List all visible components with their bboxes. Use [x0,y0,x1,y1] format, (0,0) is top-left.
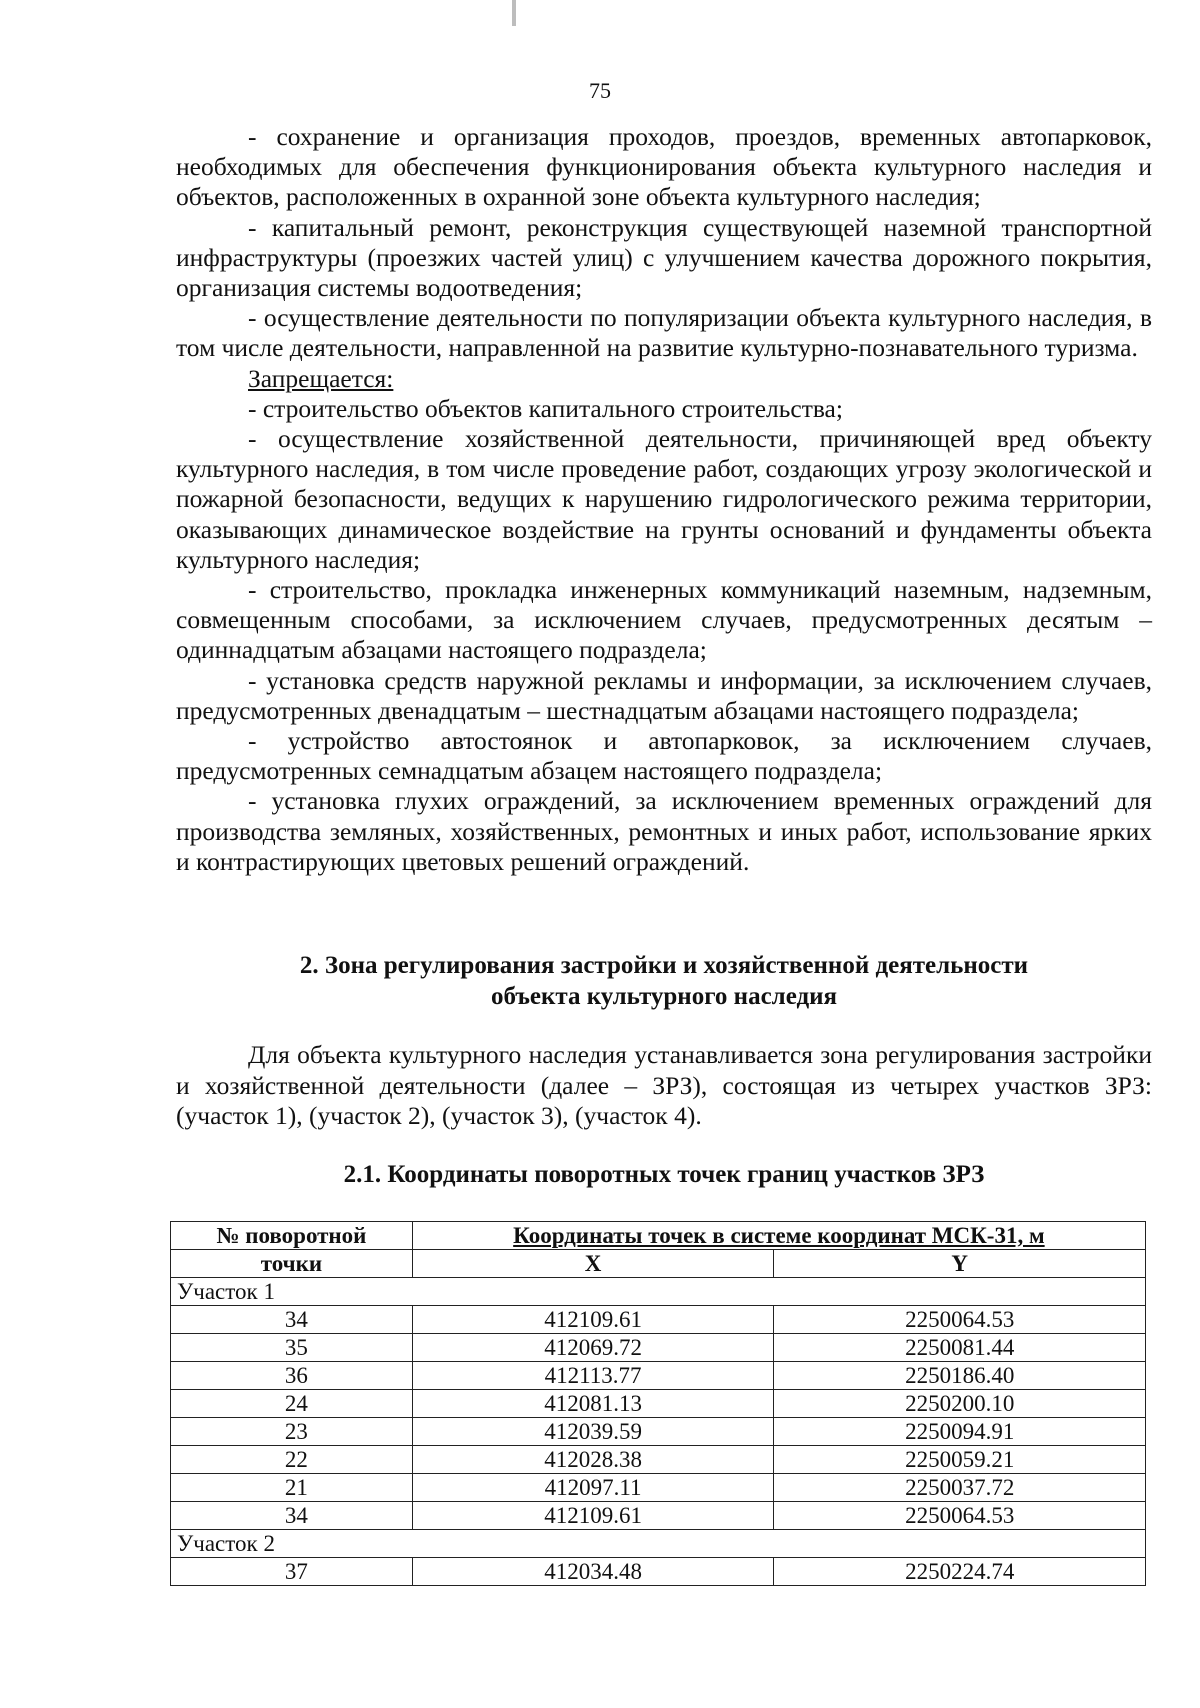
paragraph: - установка глухих ограждений, за исключением временных ограждений для производства земляных, хозяйственных, ремонтных и иных работ, использование ярких и контрастирующих цветовых решений ограждений. [176,786,1152,876]
y-cell: 2250064.53 [774,1502,1146,1530]
col-point-header: № поворотной [171,1222,413,1250]
point-cell: 23 [171,1418,413,1446]
section-label: Участок 1 [171,1278,1146,1306]
section-heading [176,950,1152,1012]
x-cell: 412097.11 [412,1474,774,1502]
point-cell: 35 [171,1334,413,1362]
prohibited-label [176,364,1152,394]
table-row [171,1390,1146,1418]
col-point-header-2: точки [171,1250,413,1278]
section-intro [176,1040,1152,1132]
paragraph: - осуществление хозяйственной деятельности, причиняющей вред объекту культурного наследия, в том числе проведение работ, создающих угрозу экологической и пожарной безопасности, ведущих к нарушению гидрологического режима территории, оказывающих динамическое воздействие на грунты оснований и фундаменты объекта культурного наследия; [176,424,1152,574]
section-heading-line2: объекта культурного наследия [490,983,838,1010]
col-x-header: X [412,1250,774,1278]
scan-artifact [512,0,516,26]
table-row [171,1474,1146,1502]
section-row [171,1530,1146,1558]
paragraph: - строительство объектов капитального строительства; [248,393,843,423]
y-cell: 2250224.74 [774,1558,1146,1586]
table-row [171,1306,1146,1334]
y-cell: 2250059.21 [774,1446,1146,1474]
col-y-header: Y [774,1250,1146,1278]
y-cell: 2250037.72 [774,1474,1146,1502]
x-cell: 412081.13 [412,1390,774,1418]
point-cell: 24 [171,1390,413,1418]
x-cell: 412039.59 [412,1418,774,1446]
point-cell: 37 [171,1558,413,1586]
paragraph: - капитальный ремонт, реконструкция существующей наземной транспортной инфраструктуры (проезжих частей улиц) с улучшением качества дорожного покрытия, организация системы водоотведения; [176,212,1152,303]
point-cell: 22 [171,1446,413,1474]
table-header-row [171,1250,1146,1278]
table-row [171,1558,1146,1586]
table-heading: 2.1. Координаты поворотных точек границ участков ЗРЗ [343,1161,985,1188]
table-row [171,1334,1146,1362]
section-label: Участок 2 [171,1530,1146,1558]
table-header-row [171,1222,1146,1250]
paragraph: - установка средств наружной рекламы и информации, за исключением случаев, предусмотренных двенадцатым – шестнадцатым абзацами настоящего подраздела; [176,665,1152,725]
paragraph: - осуществление деятельности по популяризации объекта культурного наследия, в том числе деятельности, направленной на развитие культурно-познавательного туризма. [176,303,1152,363]
paragraph: - сохранение и организация проходов, проездов, временных автопарковок, необходимых для обеспечения функционирования объекта культурного наследия и объектов, расположенных в охранной зоне объекта культурного наследия; [176,122,1152,212]
table-row [171,1418,1146,1446]
point-cell: 21 [171,1474,413,1502]
table-row [171,1446,1146,1474]
col-coords-header [412,1222,1145,1250]
coordinates-table [170,1221,1146,1586]
y-cell: 2250094.91 [774,1418,1146,1446]
x-cell: 412034.48 [412,1558,774,1586]
point-cell: 34 [171,1306,413,1334]
intro-paragraph: Для объекта культурного наследия устанавливается зона регулирования застройки и хозяйственной деятельности (далее – ЗРЗ), состоящая из четырех участков ЗРЗ: (участок 1), (участок 2), (участок 3), (участок 4). [176,1040,1152,1130]
table-row [171,1362,1146,1390]
y-cell: 2250200.10 [774,1390,1146,1418]
x-cell: 412028.38 [412,1446,774,1474]
page-number: 75 [589,78,611,103]
section-row [171,1278,1146,1306]
table-row [171,1502,1146,1530]
prohibited-label-text: Запрещается: [248,363,394,393]
section-heading-line1: 2. Зона регулирования застройки и хозяйственной деятельности [299,952,1029,979]
paragraph: - строительство, прокладка инженерных коммуникаций наземным, надземным, совмещенным способами, за исключением случаев, предусмотренных десятым – одиннадцатым абзацами настоящего подраздела; [176,575,1152,665]
x-cell: 412109.61 [412,1502,774,1530]
point-cell: 36 [171,1362,413,1390]
point-cell: 34 [171,1502,413,1530]
paragraph: - устройство автостоянок и автопарковок, за исключением случаев, предусмотренных семнадцатым абзацем настоящего подраздела; [176,726,1152,786]
coords-header-text: Координаты точек в системе координат МСК-31, м [513,1222,1045,1248]
x-cell: 412109.61 [412,1306,774,1334]
x-cell: 412113.77 [412,1362,774,1390]
y-cell: 2250186.40 [774,1362,1146,1390]
body-text [176,122,1152,877]
y-cell: 2250081.44 [774,1334,1146,1362]
x-cell: 412069.72 [412,1334,774,1362]
y-cell: 2250064.53 [774,1306,1146,1334]
